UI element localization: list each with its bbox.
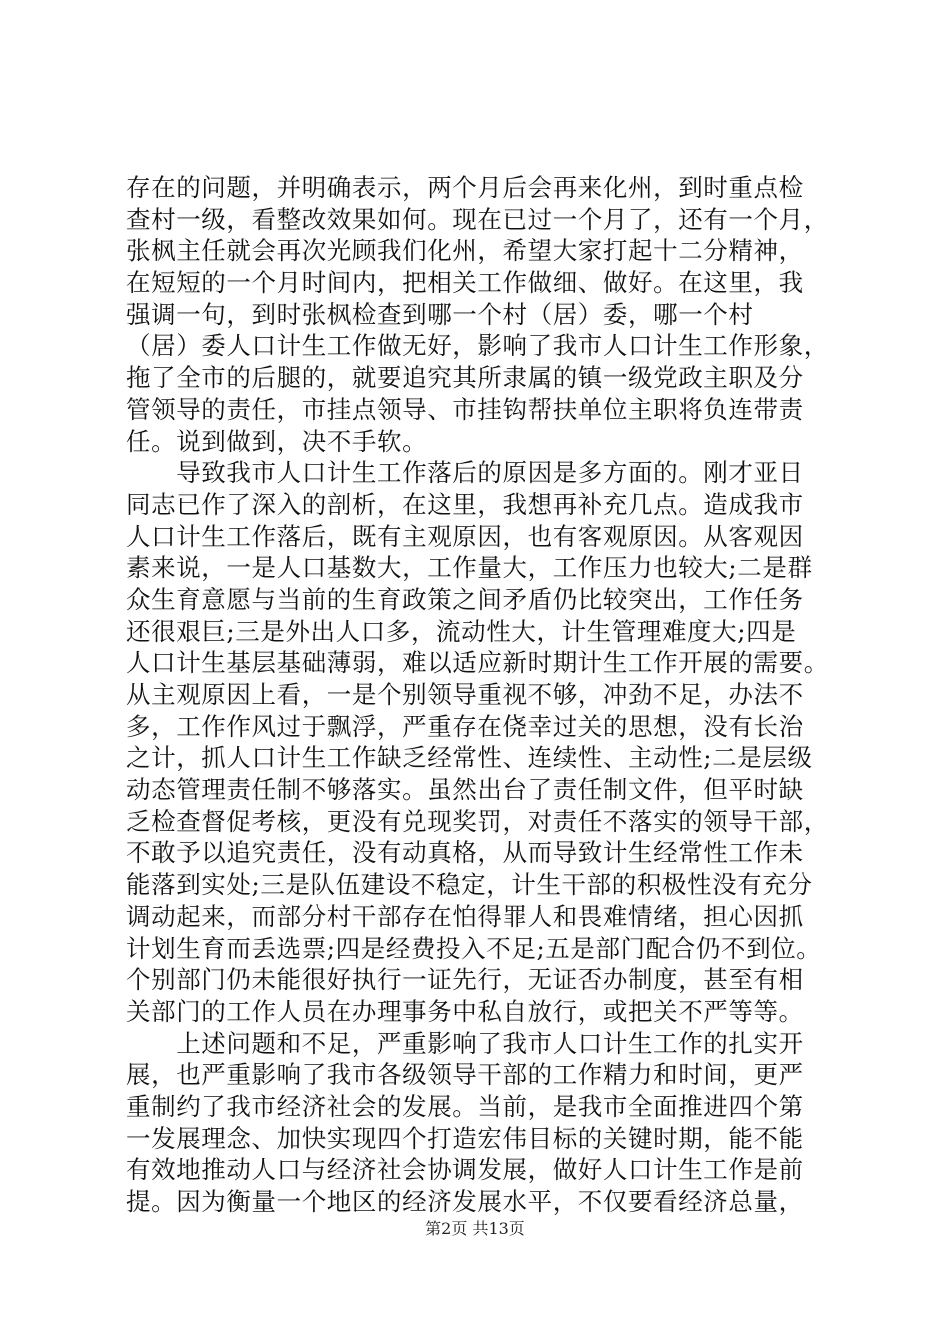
text-line: 存在的问题，并明确表示，两个月后会再来化州，到时重点检 (126, 173, 804, 202)
text-line: 一发展理念、加快实现四个打造宏伟目标的关键时期，能不能 (126, 1123, 804, 1153)
text-line: 乏检查督促考核，更没有兑现奖罚，对责任不落实的领导干部， (126, 806, 829, 836)
text-line: 关部门的工作人员在办理事务中私自放行，或把关不严等等。 (126, 996, 804, 1026)
text-line: 还很艰巨;三是外出人口多，流动性大，计生管理难度大;四是 (126, 616, 797, 646)
text-line: 重制约了我市经济社会的发展。当前，是我市全面推进四个第 (126, 1091, 804, 1121)
text-line: 上述问题和不足，严重影响了我市人口计生工作的扎实开 (126, 1028, 804, 1058)
text-line: 动态管理责任制不够落实。虽然出台了责任制文件，但平时缺 (126, 775, 804, 805)
text-line: 众生育意愿与当前的生育政策之间矛盾仍比较突出，工作任务 (126, 584, 804, 614)
text-line: 之计，抓人口计生工作缺乏经常性、连续性、主动性;二是层级 (126, 743, 813, 773)
text-line: 强调一句，到时张枫检查到哪一个村（居）委，哪一个村 (126, 299, 754, 329)
text-line: 素来说，一是人口基数大，工作量大，工作压力也较大;二是群 (126, 553, 813, 583)
text-line: 调动起来，而部分村干部存在怕得罪人和畏难情绪，担心因抓 (126, 901, 804, 931)
text-line: 在短短的一个月时间内，把相关工作做细、做好。在这里，我 (126, 268, 804, 298)
text-line: 展，也严重影响了我市各级领导干部的工作精力和时间，更严 (126, 1060, 804, 1090)
text-line: 多，工作作风过于飘浮，严重存在侥幸过关的思想，没有长治 (126, 711, 804, 741)
text-line: 查村一级，看整改效果如何。现在已过一个月了，还有一个月， (126, 204, 829, 234)
text-line: 有效地推动人口与经济社会协调发展，做好人口计生工作是前 (126, 1155, 804, 1185)
text-line: 人口计生工作落后，既有主观原因，也有客观原因。从客观因 (126, 521, 804, 551)
text-line: 从主观原因上看，一是个别领导重视不够，冲劲不足，办法不 (126, 680, 804, 709)
text-line: 张枫主任就会再次光顾我们化州，希望大家打起十二分精神， (126, 236, 804, 266)
text-line: 能落到实处;三是队伍建设不稳定，计生干部的积极性没有充分 (126, 870, 813, 900)
text-line: 同志已作了深入的剖析，在这里，我想再补充几点。造成我市 (126, 489, 804, 519)
text-line: 人口计生基层基础薄弱，难以适应新时期计生工作开展的需要。 (126, 648, 829, 678)
page-number-footer: 第2页 共13页 (425, 1219, 525, 1238)
text-line: 不敢予以追究责任，没有动真格，从而导致计生经常性工作未 (126, 838, 804, 868)
text-line: 个别部门仍未能很好执行一证先行，无证否办制度，甚至有相 (126, 965, 804, 995)
text-line: 拖了全市的后腿的，就要追究其所隶属的镇一级党政主职及分 (126, 363, 804, 393)
body-text (126, 172, 831, 1218)
text-line: 任。说到做到，决不手软。 (126, 426, 428, 456)
text-line: 计划生育而丢选票;四是经费投入不足;五是部门配合仍不到位。 (126, 933, 822, 963)
text-line: 提。因为衡量一个地区的经济发展水平，不仅要看经济总量， (126, 1187, 804, 1216)
text-line: 导致我市人口计生工作落后的原因是多方面的。刚才亚日 (126, 458, 804, 488)
text-line: 管领导的责任，市挂点领导、市挂钩帮扶单位主职将负连带责 (126, 394, 804, 424)
text-line: （居）委人口计生工作做无好，影响了我市人口计生工作形象， (126, 331, 829, 361)
